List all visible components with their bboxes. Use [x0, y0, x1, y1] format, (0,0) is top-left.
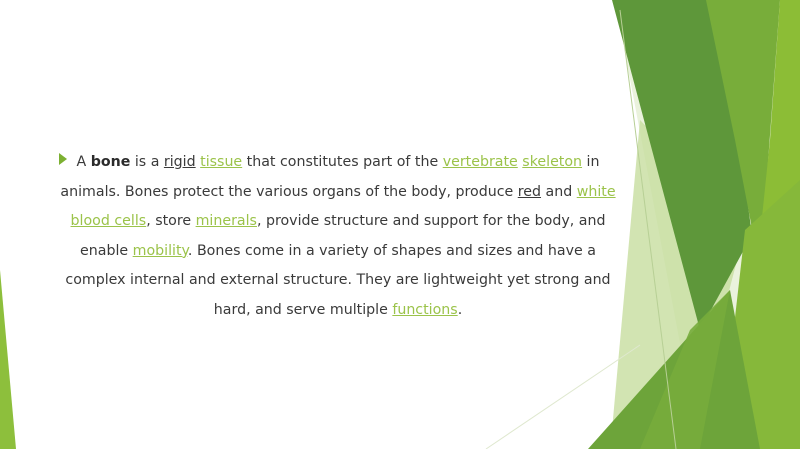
text-segment: , provide structure and support for the body, and enable — [80, 213, 606, 259]
bone-term: bone — [90, 154, 131, 170]
minerals-link[interactable]: minerals — [195, 213, 257, 230]
mobility-link[interactable]: mobility — [132, 242, 188, 259]
skeleton-link[interactable]: skeleton — [522, 154, 583, 170]
rigid-link[interactable]: rigid — [163, 154, 196, 170]
text-segment: . — [457, 301, 463, 318]
text-segment: in animals. Bones protect the various organs of the body, produce — [60, 154, 600, 200]
text-segment: is a — [130, 154, 164, 170]
functions-link[interactable]: functions — [392, 301, 458, 318]
text-segment: and — [541, 183, 577, 200]
bone-description-paragraph — [58, 148, 618, 326]
text-segment: , store — [146, 213, 196, 230]
vertebrate-link[interactable]: vertebrate — [442, 154, 518, 170]
text-segment: . Bones come in a variety of shapes and sizes and have a complex internal and external structure. They are lightweight yet strong and hard, and serve multiple — [65, 242, 611, 318]
text-segment: that constitutes part of the — [242, 154, 443, 170]
white-blood-cells-link[interactable]: white blood cells — [70, 183, 616, 230]
left-green-sliver — [0, 270, 16, 449]
text-segment: A — [76, 154, 91, 170]
tissue-link[interactable]: tissue — [200, 154, 243, 170]
red-link[interactable]: red — [517, 183, 542, 200]
